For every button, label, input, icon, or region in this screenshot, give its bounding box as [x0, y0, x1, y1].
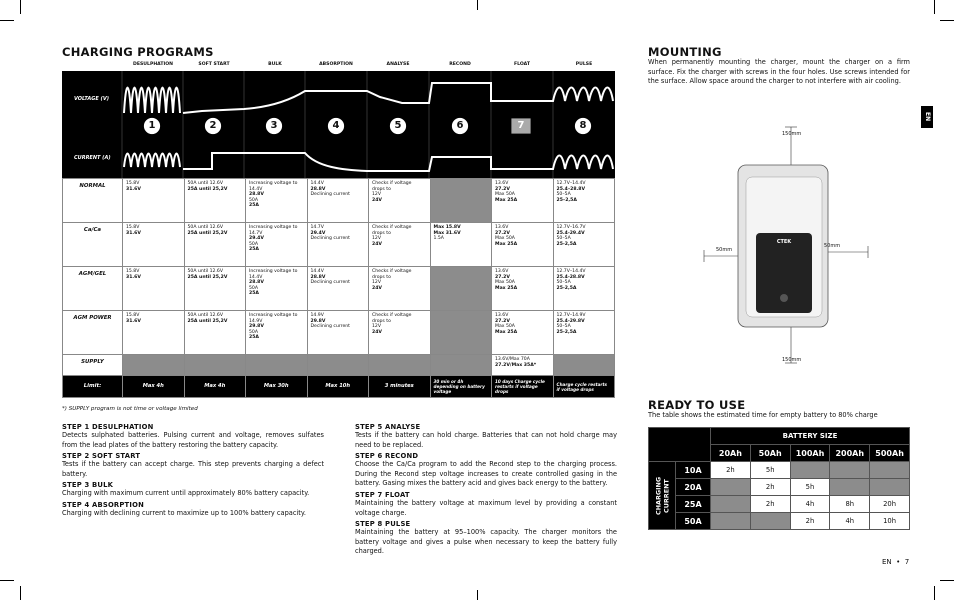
limit-cell: Max 4h — [184, 376, 246, 398]
cell-line: 13.6V — [495, 225, 509, 230]
cell-line: 50–5A — [556, 324, 571, 330]
cell-line: 50–5A — [556, 236, 571, 242]
cell-line: 50A until 12.6V — [187, 269, 223, 274]
cell-line: 29.4V — [310, 230, 326, 236]
step-number: 6 — [456, 120, 464, 131]
cell-line: 28.8V — [249, 192, 264, 198]
cell-line: 27.2V — [495, 318, 510, 324]
supply-cell — [246, 355, 308, 376]
cell-line: 14.9V — [310, 313, 324, 318]
cell-line: Max 50A — [495, 280, 515, 286]
program-cell — [246, 267, 308, 311]
program-cell — [246, 179, 308, 223]
cell-line: 25A — [249, 203, 259, 209]
cell-line: 25–2,5A — [556, 197, 577, 203]
step-number: 1 — [148, 120, 156, 131]
cell-line: Declining current — [310, 324, 350, 330]
cell-line: 25.4-28.8V — [556, 274, 585, 280]
step-text: Detects sulphated batteries. Pulsing current and voltage, removes sulfates from the lead plates of the battery restoring the battery capacity. — [62, 431, 324, 449]
cell-line: 15.8V — [126, 225, 140, 230]
step-title: STEP 7 FLOAT — [355, 490, 410, 499]
supply-cell — [307, 355, 369, 376]
step-number: 4 — [332, 120, 340, 131]
program-row — [63, 311, 615, 355]
program-cell — [246, 223, 308, 267]
mounting-text: When permanently mounting the charger, mount the charger on a firm surface. Fix the charger with screws in the four holes. Use screws intended for the surface. Allow space around the charger to not interfere with air cooling. — [648, 58, 910, 86]
col-header: PULSE — [575, 62, 593, 67]
charge-time: 4h — [790, 496, 830, 513]
cell-line: 15.8V — [126, 269, 140, 274]
limit-cell: 10 days Charge cycle restarts if voltage drops — [492, 376, 554, 398]
cell-line: 25A until 25,2V — [187, 230, 228, 236]
cell-line: Increasing voltage to — [249, 181, 298, 186]
cell-line: 31.6V — [126, 274, 141, 280]
col-header: BULK — [268, 62, 282, 67]
cell-line: 12V — [372, 236, 381, 242]
step-title: STEP 1 DESULPHATION — [62, 423, 154, 431]
cell-line: 50A — [249, 329, 258, 335]
cell-line: drops to — [372, 230, 391, 236]
supply-label: SUPPLY — [63, 355, 123, 376]
cell-line: 25.4-29.4V — [556, 230, 585, 236]
col-header: FLOAT — [513, 62, 530, 67]
program-label: AGM/GEL — [63, 267, 123, 311]
cell-line: 25A until 25,2V — [187, 318, 228, 324]
cell-line: drops to — [372, 318, 391, 324]
battery-size: 100Ah — [790, 445, 830, 462]
cell-line: 28.8V — [310, 274, 326, 280]
cell-line: 27.2V — [495, 230, 510, 236]
limit-cell: Max 4h — [123, 376, 185, 398]
cell-line: 13.6V/Max 70A — [495, 357, 530, 362]
program-cell — [430, 311, 492, 355]
step-text: Choose the Ca/Ca program to add the Recond step to the charging process. During the Recond step voltage increases to create controlled gasing in the battery. Gasing mixes the battery acid and gives back energy to the battery. — [355, 460, 617, 488]
cell-line: 29.8V — [310, 318, 326, 324]
cell-line: 25A until 25,2V — [187, 186, 228, 192]
limit-cell: Max 10h — [307, 376, 369, 398]
cell-line: Declining current — [310, 236, 350, 242]
cell-line: 14.4V — [249, 274, 263, 280]
program-cell — [492, 179, 554, 223]
step-title: STEP 4 ABSORPTION — [62, 500, 144, 509]
cell-line: 14.4V — [310, 181, 324, 186]
cell-line: Max 25A — [495, 329, 518, 335]
steps-left — [62, 421, 324, 519]
charge-time: 2h — [790, 513, 830, 530]
ready-to-use-table — [648, 427, 910, 530]
step-text: Tests if the battery can hold charge. Batteries that can not hold charge may need to be replaced. — [355, 431, 617, 449]
cell-line: Declining current — [310, 280, 350, 286]
charging-programs-title: CHARGING PROGRAMS — [62, 45, 214, 59]
program-cell — [492, 223, 554, 267]
empty-cell — [870, 479, 910, 496]
cell-line: 12V — [372, 192, 381, 198]
charge-time-row — [649, 513, 910, 530]
program-row — [63, 223, 615, 267]
charge-time: 4h — [830, 513, 870, 530]
cell-line: 25A until 25,2V — [187, 274, 228, 280]
language-tab: EN — [921, 106, 933, 128]
empty-cell — [711, 513, 751, 530]
cell-line: Increasing voltage to — [249, 313, 298, 318]
col-header: ABSORPTION — [319, 62, 353, 67]
program-cell — [184, 311, 246, 355]
cell-line: 14.7V — [310, 225, 324, 230]
cell-line: Max 25A — [495, 197, 518, 203]
program-cell — [430, 179, 492, 223]
program-cell — [492, 267, 554, 311]
cell-line: 25.4-29.8V — [556, 318, 585, 324]
program-cell — [369, 223, 431, 267]
supply-row — [63, 355, 615, 376]
cell-line: Max 31.6V — [433, 230, 461, 236]
cell-line: 50–5A — [556, 192, 571, 198]
dim-top: 150mm — [782, 131, 802, 137]
program-cell — [369, 179, 431, 223]
step-number: 7 — [517, 120, 525, 131]
steps-right — [355, 421, 617, 557]
program-cell — [307, 267, 369, 311]
cell-line: 50–5A — [556, 280, 571, 286]
supply-cell — [430, 355, 492, 376]
charge-time: 2h — [750, 479, 790, 496]
cell-line: Max 50A — [495, 236, 515, 242]
empty-cell — [790, 462, 830, 479]
cell-line: 31.6V — [126, 186, 141, 192]
cell-line: 15.8V — [126, 181, 140, 186]
cell-line: 24V — [372, 241, 382, 247]
cell-line: 12V — [372, 324, 381, 330]
cell-line: 12.7V–14.9V — [556, 313, 586, 318]
cell-line: 25A — [249, 291, 259, 297]
charge-time-row — [649, 496, 910, 513]
charging-current-header: CHARGING CURRENT — [649, 462, 676, 530]
cell-line: 12.7V–16.7V — [556, 225, 586, 230]
battery-size: 50Ah — [750, 445, 790, 462]
cell-line: drops to — [372, 274, 391, 280]
supply-float-cell — [492, 355, 554, 376]
charging-current: 50A — [676, 513, 711, 530]
charge-time: 20h — [870, 496, 910, 513]
program-row — [63, 179, 615, 223]
battery-size: 200Ah — [830, 445, 870, 462]
cell-line: 25-2,5A — [556, 329, 577, 335]
empty-cell — [750, 513, 790, 530]
cell-line: 31.6V — [126, 230, 141, 236]
cell-line: 50A — [249, 241, 258, 247]
program-label: AGM POWER — [63, 311, 123, 355]
cell-line: 12V — [372, 280, 381, 286]
cell-line: Increasing voltage to — [249, 225, 298, 230]
program-cell — [553, 267, 615, 311]
col-header: RECOND — [449, 62, 471, 67]
supply-cell — [553, 355, 615, 376]
cell-line: 50A until 12.6V — [187, 181, 223, 186]
cell-line: Checks if voltage — [372, 313, 412, 318]
cell-line: 29.8V — [249, 324, 264, 330]
program-cell — [184, 179, 246, 223]
program-cell — [430, 223, 492, 267]
cell-line: 13.6V — [495, 269, 509, 274]
program-cell — [307, 179, 369, 223]
step-title: STEP 2 SOFT START — [62, 452, 141, 461]
program-cell — [492, 311, 554, 355]
mounting-diagram — [700, 125, 880, 365]
empty-cell — [830, 479, 870, 496]
cell-line: 14.7V — [249, 230, 263, 236]
charger-outline — [738, 165, 828, 327]
battery-size-header: BATTERY SIZE — [711, 428, 910, 445]
program-cell — [184, 223, 246, 267]
cell-line: 12.7V–14.4V — [556, 181, 586, 186]
cell-line: Checks if voltage — [372, 269, 412, 274]
supply-cell — [369, 355, 431, 376]
cell-line: drops to — [372, 186, 391, 192]
footnote: *) SUPPLY program is not time or voltage limited — [62, 406, 198, 412]
cell-line: 13.6V — [495, 313, 509, 318]
program-cell — [123, 311, 185, 355]
cell-line: 24V — [372, 285, 382, 291]
cell-line: 13.6V — [495, 181, 509, 186]
charge-time: 2h — [750, 496, 790, 513]
cell-line: Checks if voltage — [372, 181, 412, 186]
step-number: 8 — [579, 120, 587, 131]
empty-cell — [711, 479, 751, 496]
program-cell — [430, 267, 492, 311]
charging-current: 25A — [676, 496, 711, 513]
cell-line: 50A — [249, 285, 258, 291]
program-row — [63, 267, 615, 311]
step-text: Maintaining the battery voltage at maximum level by providing a constant voltage charge. — [355, 498, 617, 517]
program-cell — [246, 311, 308, 355]
step-number: 2 — [209, 120, 217, 131]
cell-line: 15.8V — [126, 313, 140, 318]
limit-label: Limit: — [63, 376, 123, 398]
program-label: Ca/Ca — [63, 223, 123, 267]
step-text: Tests if the battery can accept charge. This step prevents charging a defect battery. — [62, 460, 324, 478]
cell-line: 12.7V–14.4V — [556, 269, 586, 274]
charge-time: 5h — [750, 462, 790, 479]
battery-size: 20Ah — [711, 445, 751, 462]
program-cell — [553, 311, 615, 355]
battery-size: 500Ah — [870, 445, 910, 462]
cell-line: 28.8V — [310, 186, 326, 192]
cell-line: 1.5A — [433, 236, 444, 242]
step-text: Maintaining the battery at 95–100% capacity. The charger monitors the battery voltage and gives a pulse when necessary to keep the battery fully charged. — [355, 528, 617, 556]
cell-line: 31.6V — [126, 318, 141, 324]
charge-time: 8h — [830, 496, 870, 513]
program-cell — [123, 223, 185, 267]
cell-line: Max 15.8V — [433, 225, 461, 230]
program-cell — [184, 267, 246, 311]
cell-line: Declining current — [310, 192, 350, 198]
charging-current: 20A — [676, 479, 711, 496]
dim-left: 50mm — [716, 247, 733, 253]
col-header: SOFT START — [198, 62, 230, 67]
svg-text:CTEK: CTEK — [776, 239, 792, 245]
step-title: STEP 5 ANALYSE — [355, 423, 421, 431]
empty-cell — [711, 496, 751, 513]
cell-line: Max 50A — [495, 192, 515, 198]
charging-curve-diagram — [62, 71, 615, 178]
program-cell — [123, 267, 185, 311]
current-label: CURRENT (A) — [74, 155, 111, 161]
limit-cell: 3 minutes — [369, 376, 431, 398]
cell-line: 25.4–28.8V — [556, 186, 586, 192]
cell-line: 25-2,5A — [556, 241, 577, 247]
cell-line: 24V — [372, 329, 382, 335]
cell-line: 27.2V — [495, 274, 510, 280]
charge-time: 2h — [711, 462, 751, 479]
cell-line: 24V — [372, 197, 382, 203]
supply-cell — [123, 355, 185, 376]
page-footer: EN • 7 — [882, 558, 910, 566]
ready-text: The table shows the estimated time for empty battery to 80% charge — [648, 411, 878, 419]
cell-line: 50A until 12.6V — [187, 313, 223, 318]
mounting-title: MOUNTING — [648, 45, 722, 59]
step-number: 3 — [270, 120, 278, 131]
charge-time: 5h — [790, 479, 830, 496]
cell-line: 27.2V — [495, 186, 510, 192]
col-header: ANALYSE — [386, 62, 410, 67]
cell-line: 27.2V/Max 35A* — [495, 362, 537, 368]
cell-line: 25A — [249, 335, 259, 341]
cell-line: Max 50A — [495, 324, 515, 330]
program-cell — [307, 311, 369, 355]
cell-line: 28.8V — [249, 280, 264, 286]
limit-cell: Max 30h — [246, 376, 308, 398]
col-header: DESULPHATION — [133, 62, 173, 67]
cell-line: 14.4V — [310, 269, 324, 274]
step-title: STEP 3 BULK — [62, 481, 114, 490]
cell-line: 29.4V — [249, 236, 264, 242]
cell-line: Checks if voltage — [372, 225, 412, 230]
voltage-label: VOLTAGE (V) — [74, 96, 109, 102]
cell-line: 14.9V — [249, 318, 263, 324]
cell-line: 50A — [249, 197, 258, 203]
program-cell — [307, 223, 369, 267]
program-cell — [123, 179, 185, 223]
charge-time-row — [649, 462, 910, 479]
step-text: Charging with declining current to maximize up to 100% battery capacity. — [62, 508, 306, 517]
program-label: NORMAL — [63, 179, 123, 223]
cell-line: 25A — [249, 247, 259, 253]
cell-line: 25-2,5A — [556, 285, 577, 291]
charging-current: 10A — [676, 462, 711, 479]
program-cell — [553, 223, 615, 267]
dim-right: 50mm — [824, 243, 841, 249]
step-title: STEP 6 RECOND — [355, 452, 419, 461]
limit-cell: Charge cycle restarts if voltage drops — [553, 376, 615, 398]
program-cell — [369, 311, 431, 355]
program-cell — [553, 179, 615, 223]
step-text: Charging with maximum current until approximately 80% battery capacity. — [62, 489, 310, 498]
limit-cell: 30 min or 4h depending on battery voltage — [430, 376, 492, 398]
cell-line: Max 25A — [495, 241, 518, 247]
cell-line: 50A until 12.6V — [187, 225, 223, 230]
step-title: STEP 8 PULSE — [355, 520, 411, 529]
cell-line: Max 25A — [495, 285, 518, 291]
empty-cell — [870, 462, 910, 479]
charge-time: 10h — [870, 513, 910, 530]
corner-cell — [649, 428, 711, 462]
supply-cell — [184, 355, 246, 376]
charging-programs-table — [62, 178, 615, 398]
dim-bottom: 150mm — [782, 357, 802, 363]
program-cell — [369, 267, 431, 311]
charge-time-row — [649, 479, 910, 496]
step-number: 5 — [394, 120, 402, 131]
cell-line: 14.4V — [249, 186, 263, 192]
cell-line: Increasing voltage to — [249, 269, 298, 274]
limit-row — [63, 376, 615, 398]
ready-title: READY TO USE — [648, 398, 746, 412]
empty-cell — [830, 462, 870, 479]
